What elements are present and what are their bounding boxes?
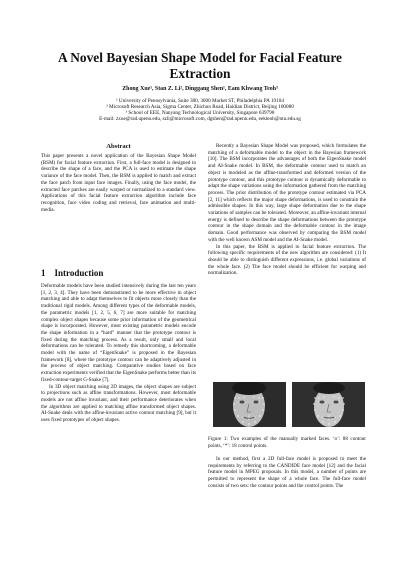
figure-1 bbox=[213, 382, 365, 427]
paragraph: Deformable models have been studied intensively during the last ten years [1, 2, 3, 4]. They have been demonstrated to be more effective in object matching and able to adapt themselves to fit objects more closely than the traditional rigid models. Among different types of the deformable models, the parametric models [1, 2, 5, 6, 7] are more suitable for matching complex object shapes because some prior information of the geometrical shape is incorporated. However, most existing parametric models encode the shape information in a “hard” manner that the prototype contour is fixed during the matching process. As a result, only small and local deformations can be tolerated. To remedy this shortcoming, a deformable model with the name of “EigenSnake” is proposed in the Bayesian framework [8], where the prototype contour can be adaptively adjusted in the process of object matching. Comparative studies based on face extraction experiments verified that the EigenSnake performs better than its fixed-contour-target G-Snake [7]. bbox=[41, 283, 196, 383]
face-image-1 bbox=[213, 382, 286, 427]
face-illustration-1 bbox=[213, 382, 286, 427]
abstract-heading: Abstract bbox=[106, 143, 131, 150]
right-column-body bbox=[208, 143, 366, 277]
right-column-after-figure bbox=[208, 456, 366, 490]
affiliation-1: ¹ University of Pennsylvania, Suite 380, 3600 Market ST, Philadelphia PA 19104 bbox=[116, 98, 284, 104]
title-line-1: A Novel Bayesian Shape Model for Facial Feature bbox=[57, 50, 343, 65]
face-illustration-2 bbox=[292, 382, 365, 427]
paragraph: Recently a Bayesian Shape Model was proposed, which formulates the matching of a deformable model to the object in the Bayesian framework [10]. The BSM incorporates the advantages of both the EigenSnake model and AI-Snake model. In BSM, the deformable contour used to match an object is modeled as the affine-transformed and deformed version of the prototype contour, and this prototype contour is dynamically deformable to adapt the shape variations using the information gathered from the matching process. The prior distribution of the prototype contour estimated via PCA [2, 11] which reflects the major shape deformations, is used to constrain the admissible shapes. In this way, large shape deformation due to the shape variations of samples can be tolerated. Moreover, an affine-invariant internal energy is defined to describe the shape deformations between the prototype contour in the shape domain and the deformable contour in the image domain. Good performance was observed by comparing the BSM model with the well known ASM model and the AI-Snake model. bbox=[208, 143, 366, 243]
section-number: 1 bbox=[41, 268, 46, 278]
face-image-2 bbox=[292, 382, 365, 427]
abstract-text: This paper presents a novel application of the Bayesian Shape Model (BSM) for facial feature extraction. First, a full-face model is designed to describe the shape of a face, and the PCA is used to estimate the shape variance of the face model. Then, the BSM is applied to match and extract the face patch from input face images. Finally, using the face model, the extracted face patches are easily warped or normalized to a standard view. Applications of this facial feature extraction algorithm include face recognition, face video coding and retrieval, face animation and multi-media. bbox=[41, 153, 196, 213]
affiliation-3: ³ School of EEE, Nanyang Technological University, Singapore 639798 bbox=[125, 110, 275, 116]
paragraph: In our method, first a 2D full-face model is proposed to meet the requirements by referring to the CANDIDE face model [12] and the facial feature model in MPEG proposals. In this model, a number of points are permitted to represent the shape of a whole face. The full-face model consists of two sets: the contour points and the control points. The bbox=[208, 456, 366, 489]
section-title: Introduction bbox=[54, 268, 104, 278]
title-line-2: Extraction bbox=[169, 66, 231, 81]
authors: Zhong Xue¹, Stan Z. Li², Dinggang Shen¹, Eam Khwang Teoh³ bbox=[122, 86, 278, 92]
email-line: E-mail: zxue@rad.upenn.edu, szli@microsoft.com, dgshen@rad.upenn.edu, eekteoh@ntu.edu.sg bbox=[99, 116, 301, 122]
paragraph: In this paper, the BSM is applied to facial feature extraction. The following specific requirements of the new algorithm are considered: (1) It should be able to distinguish different expressions, i.e. global variations of the whole face. (2) The face model should be efficient for warping and normalization. bbox=[208, 243, 366, 277]
figure-caption: Figure 1: Two examples of the manually marked faces. ‘o’: 88 contour points, ‘*’: 18 control points. bbox=[208, 436, 366, 449]
affiliation-2: ² Microsoft Research Asia, Sigma Center, Zhichun Road, Haidian District, Beijing 100080 bbox=[106, 104, 294, 110]
left-column-body bbox=[41, 283, 196, 424]
paragraph: In 3D object matching using 2D images, the object shapes are subject to projections such as affine transformations. However, most deformable models are not affine invariant, and their performance deteriorates when the algorithms are applied to matching affine transformed object shapes. AI-Snake deals with the affine-invariant active contour matching [9], but it uses fixed prototypes of object shapes. bbox=[41, 383, 196, 424]
abstract-body bbox=[41, 153, 196, 213]
paper-title bbox=[0, 50, 400, 82]
section-heading bbox=[41, 268, 201, 278]
